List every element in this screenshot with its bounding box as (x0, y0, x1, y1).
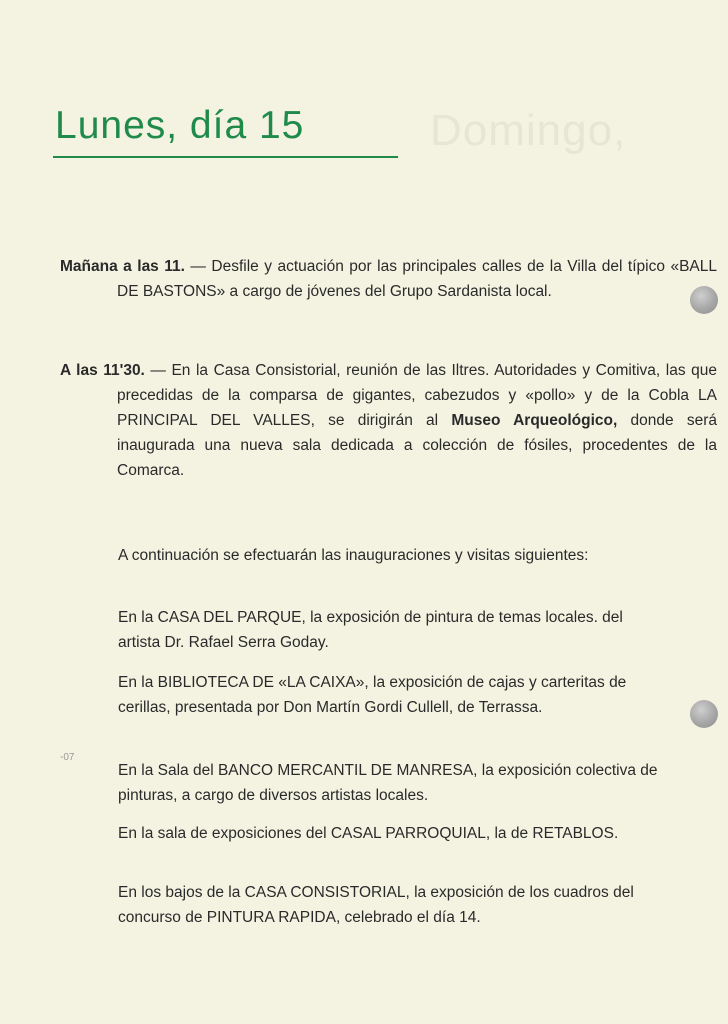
entry-time: Mañana a las 11. (60, 258, 185, 275)
list-item: En la BIBLIOTECA DE «LA CAIXA», la exposición de cajas y carteritas de cerillas, presentada por Don Martín Gordi Cullell, de Terrassa. (118, 674, 627, 716)
binder-hole-bottom (690, 700, 718, 728)
entry-time: A las 11'30. (60, 362, 145, 379)
entry-text: — Desfile y actuación por las principales calles de la Villa del típico «BALL DE BASTONS» a cargo de jóvenes del Grupo Sardanista local. (117, 258, 717, 300)
title-underline (53, 156, 398, 158)
intro-paragraph: A continuación se efectuarán las inauguraciones y visitas siguientes: (118, 547, 589, 564)
margin-mark: -07 (60, 752, 75, 763)
entry-morning (60, 254, 717, 304)
page-title: Lunes, día 15 (55, 104, 305, 147)
bleed-through-text: Domingo, (430, 106, 627, 155)
museum-name: Museo Arqueológico, (451, 412, 618, 429)
list-item: En la CASA DEL PARQUE, la exposición de pintura de temas locales. del artista Dr. Rafael Serra Goday. (118, 609, 623, 651)
list-item: En los bajos de la CASA CONSISTORIAL, la exposición de los cuadros del concurso de PINTURA RAPIDA, celebrado el día 14. (118, 884, 634, 926)
entry-1130 (60, 358, 717, 483)
list-item: En la sala de exposiciones del CASAL PARROQUIAL, la de RETABLOS. (118, 825, 619, 842)
entry-text: donde será inaugurada una nueva sala dedicada a colección de fósiles, procedentes de la Comarca. (117, 412, 718, 479)
entry-text: — En la Casa Consistorial, reunión de las Iltres. Autoridades y Comitiva, las que precedidas de la comparsa de gigantes, cabezudos y «pollo» y de la Cobla LA PRINCIPAL DEL VALLES, se dirigirán al (117, 362, 717, 429)
list-item: En la Sala del BANCO MERCANTIL DE MANRESA, la exposición colectiva de pinturas, a cargo de diversos artistas locales. (118, 762, 658, 804)
